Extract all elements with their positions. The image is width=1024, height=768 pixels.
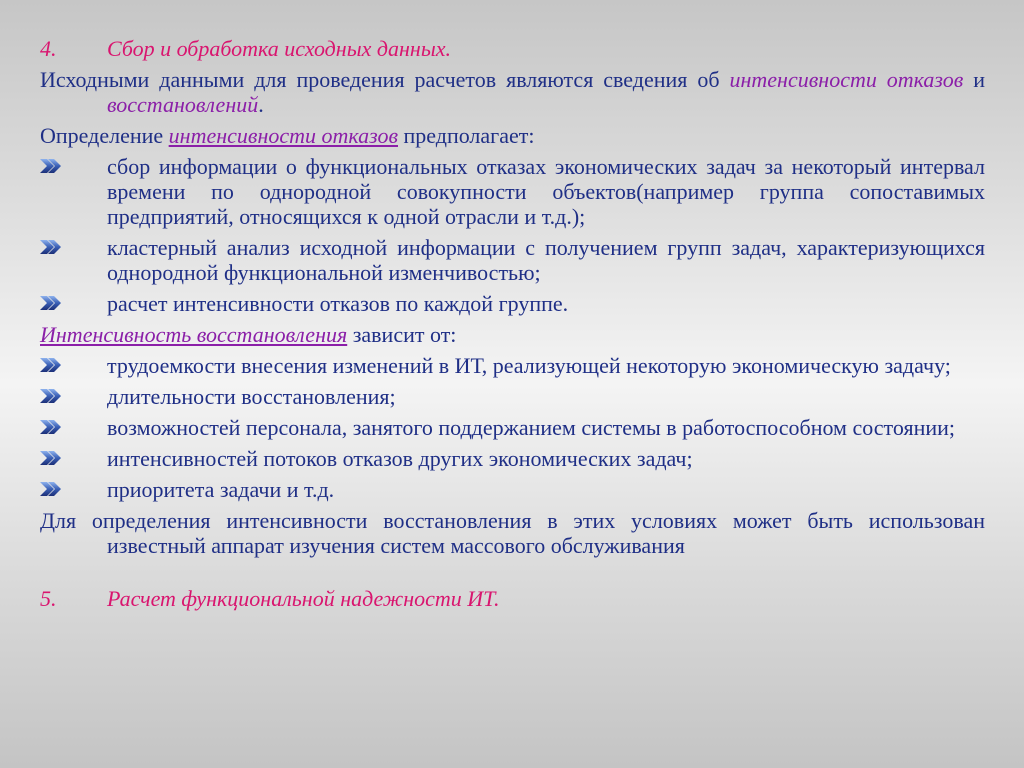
list-item [40, 291, 985, 316]
intro-paragraph [40, 67, 985, 117]
failure-definition-line [40, 123, 985, 148]
conclusion-paragraph: Для определения интенсивности восстановления в этих условиях может быть использован известный аппарат изучения систем массового обслуживания [40, 508, 985, 558]
list-item [40, 446, 985, 471]
recovery-item-3: возможностей персонала, занятого поддержанием системы в работоспособном состоянии; [107, 415, 956, 440]
recovery-definition-line [40, 322, 985, 347]
double-chevron-arrow-icon [40, 235, 107, 260]
recovery-item-4: интенсивностей потоков отказов других экономических задач; [107, 446, 693, 471]
double-chevron-arrow-icon [40, 384, 107, 409]
double-chevron-arrow-icon [40, 154, 107, 179]
list-item [40, 154, 985, 229]
list-item [40, 384, 985, 409]
section-5-title: Расчет функциональной надежности ИТ. [107, 586, 500, 611]
spacer [40, 558, 985, 586]
intro-highlight-failure: интенсивности отказов [729, 67, 964, 92]
double-chevron-arrow-icon [40, 415, 107, 440]
list-item [40, 477, 985, 502]
double-chevron-arrow-icon [40, 353, 107, 378]
recovery-item-2: длительности восстановления; [107, 384, 396, 409]
double-chevron-arrow-icon [40, 446, 107, 471]
section-4-number: 4. [40, 36, 57, 61]
failure-item-3: расчет интенсивности отказов по каждой группе. [107, 291, 569, 316]
failure-item-2: кластерный анализ исходной информации с получением групп задач, характеризующихся однородной функциональной изменчивостью; [107, 235, 985, 285]
failure-def-text-2: предполагает: [398, 123, 535, 148]
section-4-title: Сбор и обработка исходных данных. [107, 36, 452, 61]
double-chevron-arrow-icon [40, 477, 107, 502]
list-item [40, 353, 985, 378]
section-5-number: 5. [40, 586, 57, 611]
failure-item-1: сбор информации о функциональных отказах экономических задач за некоторый интервал времени по однородной совокупности объектов(например группа сопоставимых предприятий, относящихся к одной отрасли и т.д.); [107, 154, 985, 229]
recovery-item-1: трудоемкости внесения изменений в ИТ, реализующей некоторую экономическую задачу; [107, 353, 951, 378]
intro-text-3: . [258, 92, 264, 117]
list-item [40, 415, 985, 440]
failure-def-text-1: Определение [40, 123, 169, 148]
section-5-heading [40, 586, 985, 611]
list-item [40, 235, 985, 285]
section-4-heading [40, 36, 985, 61]
recovery-rate-link[interactable]: Интенсивность восстановления [40, 322, 348, 347]
slide-content [40, 36, 985, 611]
intro-text-2: и [963, 67, 985, 92]
intro-text-1: Исходными данными для проведения расчетов являются сведения об [40, 67, 730, 92]
intro-highlight-recovery: восстановлений [107, 92, 259, 117]
recovery-item-5: приоритета задачи и т.д. [107, 477, 335, 502]
recovery-def-text: зависит от: [347, 322, 457, 347]
failure-rate-link[interactable]: интенсивности отказов [168, 123, 398, 148]
double-chevron-arrow-icon [40, 291, 107, 316]
